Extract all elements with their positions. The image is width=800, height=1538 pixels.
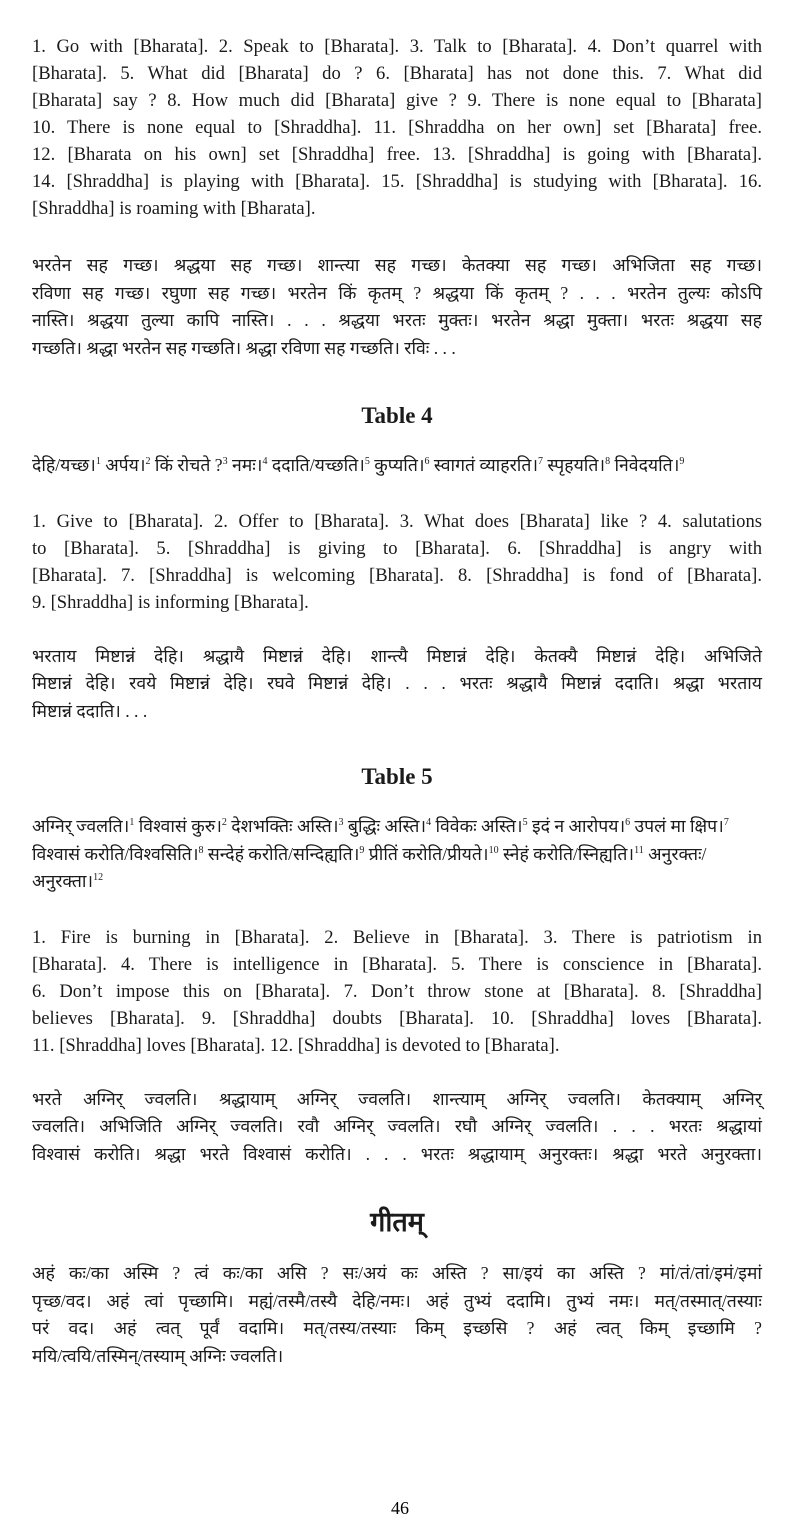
text-line: 1. Fire is burning in [Bharata]. 2. Believe in [Bharata]. 3. There is patriotism in	[32, 926, 762, 948]
footnote-number: 10	[488, 844, 499, 856]
text-line: 6. Don’t impose this on [Bharata]. 7. Don’t throw stone at [Bharata]. 8. [Shraddha]	[32, 980, 762, 1002]
sanskrit-word: स्पृहयति।	[543, 455, 606, 475]
sanskrit-word: प्रीतिं करोति/प्रीयते।	[364, 843, 489, 864]
sanskrit-paragraph-examples-1	[32, 252, 762, 362]
sanskrit-word: ददाति/यच्छति।	[267, 455, 365, 475]
sanskrit-word: किं रोचते ?	[150, 455, 223, 475]
sanskrit-word: उपलं मा क्षिप।	[630, 816, 724, 836]
page-number: 46	[391, 1498, 409, 1518]
text-line: 1. Give to [Bharata]. 2. Offer to [Bharata]. 3. What does [Bharata] like ? 4. salutations	[32, 510, 762, 532]
sanskrit-word: इदं न आरोपय।	[527, 816, 626, 836]
footnote-number: 11	[634, 844, 644, 856]
footnote-number: 1	[95, 456, 101, 468]
footnote-number: 7	[723, 817, 729, 829]
footnote-number: 4	[426, 817, 432, 829]
english-paragraph-table4	[32, 508, 762, 616]
english-paragraph-table3	[32, 33, 762, 222]
footnote-number: 12	[93, 872, 104, 884]
sanskrit-word: अग्निर् ज्वलति।	[32, 816, 130, 836]
text-line: भरते अग्निर् ज्वलति। श्रद्धायाम् अग्निर् ज्वलति। शान्त्याम् अग्निर् ज्वलति। केतक्याम् अग्निर्	[32, 1088, 762, 1109]
footnote-number: 2	[221, 817, 227, 829]
footnote-number: 6	[625, 817, 631, 829]
footnote-number: 5	[522, 817, 528, 829]
text-line: 14. [Shraddha] is playing with [Bharata]. 15. [Shraddha] is studying with [Bharata]. 16.	[32, 171, 762, 192]
text-line: अहं कः/का अस्मि ? त्वं कः/का असि ? सः/अयं कः अस्ति ? सा/इयं का अस्ति ? मां/तं/तां/इमं/इमां	[32, 1263, 762, 1283]
sanskrit-paragraph-examples-3	[32, 1086, 762, 1169]
text-line: to [Bharata]. 5. [Shraddha] is giving to [Bharata]. 6. [Shraddha] is angry with	[32, 537, 762, 559]
text-line: 10. There is none equal to [Shraddha]. 11. [Shraddha on her own] set [Bharata] free.	[32, 117, 762, 138]
sanskrit-word: सन्देहं करोति/सन्दिह्यति।	[203, 843, 360, 864]
text-line: गच्छति। श्रद्धा भरतेन सह गच्छति। श्रद्धा रविणा सह गच्छति। रविः . . .	[32, 337, 456, 358]
sanskrit-word: विश्वासं कुरु।	[134, 816, 222, 836]
sanskrit-word: देहि/यच्छ।	[32, 455, 96, 475]
sanskrit-word: नमः।	[227, 455, 263, 475]
text-line: रविणा सह गच्छ। रघुणा सह गच्छ। भरतेन किं कृतम् ? श्रद्धया किं कृतम् ? . . . भरतेन तुल्यः कोऽपि	[32, 282, 762, 303]
geetam-heading: गीतम्	[370, 1207, 424, 1237]
table-5-heading: Table 5	[361, 764, 433, 789]
text-line: ज्वलति। अभिजिति अग्निर् ज्वलति। रवौ अग्निर् ज्वलति। रघौ अग्निर् ज्वलति। . . . भरतः श्रद्धायां	[32, 1116, 762, 1136]
footnote-number: 5	[364, 456, 370, 468]
text-line: 1. Go with [Bharata]. 2. Speak to [Bharata]. 3. Talk to [Bharata]. 4. Don’t quarrel with	[32, 36, 762, 57]
footnote-number: 8	[605, 456, 611, 468]
footnote-number: 7	[538, 456, 544, 468]
footnote-number: 9	[679, 456, 685, 468]
sanskrit-word: स्नेहं करोति/स्निह्यति।	[498, 843, 635, 864]
text-line: [Bharata]. 7. [Shraddha] is welcoming [Bharata]. 8. [Shraddha] is fond of [Bharata].	[32, 564, 762, 586]
text-line: विश्वासं करोति। श्रद्धा भरते विश्वासं करोति। . . . भरतः श्रद्धायाम् अनुरक्तः। श्रद्धा भरते अनुरक्ता।	[32, 1143, 762, 1164]
text-line: 12. [Bharata on his own] set [Shraddha] free. 13. [Shraddha] is going with [Bharata].	[32, 144, 762, 165]
footnote-number: 1	[129, 817, 135, 829]
text-line: नास्ति। श्रद्धया तुल्या कापि नास्ति। . . . श्रद्धया भरतः मुक्तः। भरतेन श्रद्धा मुक्ता। भरतः श्रद्धया सह	[32, 310, 762, 330]
sanskrit-paragraph-examples-2	[32, 643, 762, 726]
sanskrit-word: विश्वासं करोति/विश्वसिति।	[32, 843, 199, 864]
text-line: believes [Bharata]. 9. [Shraddha] doubts [Bharata]. 10. [Shraddha] loves [Bharata].	[32, 1007, 762, 1029]
footnote-number: 3	[222, 456, 228, 468]
text-line: 9. [Shraddha] is informing [Bharata].	[32, 591, 309, 613]
sanskrit-word: विवेकः अस्ति।	[431, 816, 523, 836]
footnote-number: 8	[198, 844, 204, 856]
table-5-sanskrit-words	[32, 813, 762, 896]
text-line: भरतेन सह गच्छ। श्रद्धया सह गच्छ। शान्त्या सह गच्छ। केतक्या सह गच्छ। अभिजिता सह गच्छ।	[32, 255, 762, 275]
english-paragraph-table5	[32, 924, 762, 1059]
sanskrit-word: कुप्यति।	[369, 455, 425, 475]
sanskrit-word: निवेदयति।	[610, 455, 680, 475]
text-line: [Bharata] say ? 8. How much did [Bharata] give ? 9. There is none equal to [Bharata]	[32, 90, 762, 111]
footnote-number: 6	[424, 456, 430, 468]
table-4-sanskrit-words	[32, 452, 762, 480]
footnote-number: 4	[262, 456, 268, 468]
text-line: मिष्टान्नं ददाति। . . .	[32, 700, 148, 721]
footnote-number: 3	[338, 817, 344, 829]
sanskrit-word: देशभक्तिः अस्ति।	[226, 816, 339, 836]
sanskrit-word: बुद्धिः अस्ति।	[343, 816, 427, 836]
text-line: [Shraddha] is roaming with [Bharata].	[32, 198, 316, 219]
text-line: पृच्छ/वद। अहं त्वां पृच्छामि। मह्यं/तस्मै/तस्यै देहि/नमः। अहं तुभ्यं ददामि। तुभ्यं नमः। मत्/तस्मात्/तस्याः	[32, 1290, 762, 1311]
sanskrit-word: अर्पय।	[100, 455, 146, 475]
text-line: [Bharata]. 4. There is intelligence in [Bharata]. 5. There is conscience in [Bharata].	[32, 953, 762, 975]
footnote-number: 9	[359, 844, 365, 856]
geetam-verse	[32, 1260, 762, 1370]
sanskrit-word: स्वागतं व्याहरति।	[429, 455, 539, 475]
text-line: 11. [Shraddha] loves [Bharata]. 12. [Shraddha] is devoted to [Bharata].	[32, 1034, 560, 1056]
footnote-number: 2	[145, 456, 151, 468]
sanskrit-word: अनुरक्तः/अनुरक्ता।	[32, 843, 707, 891]
text-line: मयि/त्वयि/तस्मिन्/तस्याम् अग्निः ज्वलति।	[32, 1345, 284, 1366]
table-4-heading: Table 4	[361, 403, 433, 428]
text-line: मिष्टान्नं देहि। रवये मिष्टान्नं देहि। रघवे मिष्टान्नं देहि। . . . भरतः श्रद्धायै मिष्टान्नं ददाति। श्रद्धा भरताय	[32, 673, 762, 693]
text-line: भरताय मिष्टान्नं देहि। श्रद्धायै मिष्टान्नं देहि। शान्त्यै मिष्टान्नं देहि। केतक्यै मिष्टान्नं देहि। अभिजिते	[32, 645, 762, 666]
text-line: परं वद। अहं त्वत् पूर्वं वदामि। मत्/तस्य/तस्याः किम् इच्छसि ? अहं त्वत् किम् इच्छामि ?	[32, 1318, 762, 1338]
text-line: [Bharata]. 5. What did [Bharata] do ? 6. [Bharata] has not done this. 7. What did	[32, 63, 762, 84]
